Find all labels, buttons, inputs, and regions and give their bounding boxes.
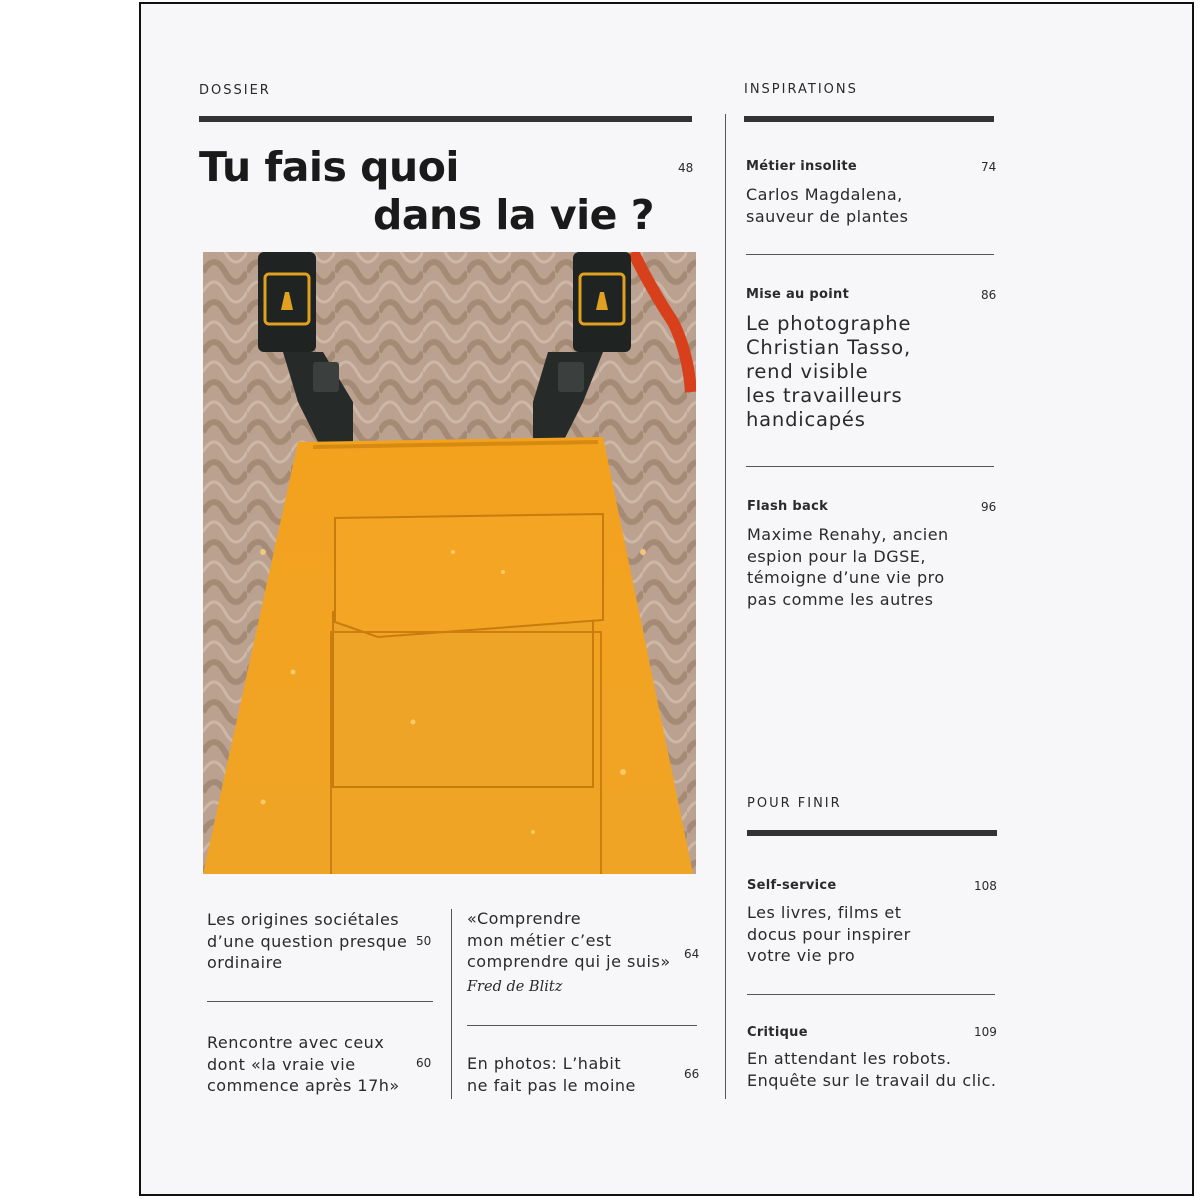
inspirations-item-3-line2: espion pour la DGSE, [747,546,926,566]
dossier-article-1[interactable] [207,909,447,974]
dossier-article-4[interactable] [467,1053,700,1096]
dossier-article-1-page: 50 [416,934,432,948]
inspirations-item-2-kicker: Mise au point [746,287,850,302]
pour-finir-item-1-line1: Les livres, films et [747,903,902,922]
inspirations-item-2-page: 86 [981,288,997,302]
pour-finir-item-2-page: 109 [974,1025,997,1039]
inspirations-item-2-line3: rend visible [746,360,869,383]
dossier-article-4-line1: En photos: L’habit [467,1054,622,1073]
inspirations-item-3-kicker: Flash back [747,499,829,514]
dossier-article-3[interactable] [207,1032,447,1097]
dossier-article-1-line1: Les origines sociétales [207,910,400,929]
inspirations-item-3-line4: pas comme les autres [747,589,934,609]
pour-finir-divider [747,994,995,995]
dossier-article-3-line2: dont «la vraie vie [207,1054,356,1074]
dossier-article-4-line2: ne fait pas le moine [467,1075,636,1095]
pour-finir-item-1-line3: votre vie pro [747,946,856,965]
inspirations-item-1-line1: Carlos Magdalena, [746,185,903,204]
pour-finir-item-2-title[interactable] [747,1048,1009,1091]
dossier-article-2-line3: comprendre qui je suis» [467,952,671,971]
dossier-article-1-line2: d’une question presque [207,931,408,951]
inspirations-item-2-line4: les travailleurs [746,384,903,407]
inspirations-label: INSPIRATIONS [744,82,858,97]
main-column-divider [725,114,726,1099]
dossier-article-4-page: 66 [684,1067,700,1081]
inspirations-item-1-title[interactable] [746,184,986,227]
pour-finir-item-2-line1: En attendant les robots. [747,1049,952,1068]
pour-finir-item-2-line2: Enquête sur le travail du clic. [747,1070,997,1090]
pour-finir-item-1-line2: docus pour inspirer [747,924,911,944]
pour-finir-item-1-page: 108 [974,879,997,893]
inspirations-item-2-line2: Christian Tasso, [746,336,912,359]
magazine-contents-page [139,2,1194,1196]
dossier-article-1-line3: ordinaire [207,953,283,972]
dossier-headline-line2[interactable]: dans la vie ? [373,191,655,239]
cover-photo-illustration [203,252,696,874]
dossier-label: DOSSIER [199,83,271,98]
dossier-column-divider [451,909,452,1099]
dossier-article-2-author: Fred de Blitz [467,979,563,995]
pour-finir-rule [747,830,997,836]
dossier-divider-left [207,1001,433,1002]
pour-finir-item-1-kicker: Self-service [747,878,837,893]
inspirations-item-3-page: 96 [981,500,997,514]
dossier-article-2-line1: «Comprendre [467,909,582,928]
dossier-headline-line1[interactable]: Tu fais quoi [199,143,459,191]
pour-finir-item-2-kicker: Critique [747,1025,808,1040]
pour-finir-item-1-title[interactable] [747,902,992,967]
dossier-article-3-line3: commence après 17h» [207,1076,400,1095]
dossier-article-3-line1: Rencontre avec ceux [207,1033,385,1052]
inspirations-item-2-line1: Le photographe [746,312,912,335]
inspirations-item-2-line5: handicapés [746,408,866,431]
cover-photo [203,252,696,874]
inspirations-rule [744,116,994,122]
inspirations-divider-1 [746,254,994,255]
dossier-divider-right [467,1025,697,1026]
inspirations-item-1-kicker: Métier insolite [746,159,858,174]
inspirations-item-1-line2: sauveur de plantes [746,206,909,226]
inspirations-item-2-title[interactable] [746,312,986,432]
inspirations-item-3-line1: Maxime Renahy, ancien [747,525,949,544]
dossier-article-2[interactable] [467,908,700,973]
pour-finir-label: POUR FINIR [747,796,842,811]
dossier-headline-page: 48 [678,161,694,175]
dossier-article-2-page: 64 [684,947,700,961]
inspirations-item-3-title[interactable] [747,524,992,610]
dossier-article-2-line2: mon métier c’est [467,930,612,950]
inspirations-item-3-line3: témoigne d’une vie pro [747,568,945,587]
dossier-rule [199,116,692,122]
dossier-article-3-page: 60 [416,1056,432,1070]
inspirations-divider-2 [746,466,994,467]
inspirations-item-1-page: 74 [981,160,997,174]
